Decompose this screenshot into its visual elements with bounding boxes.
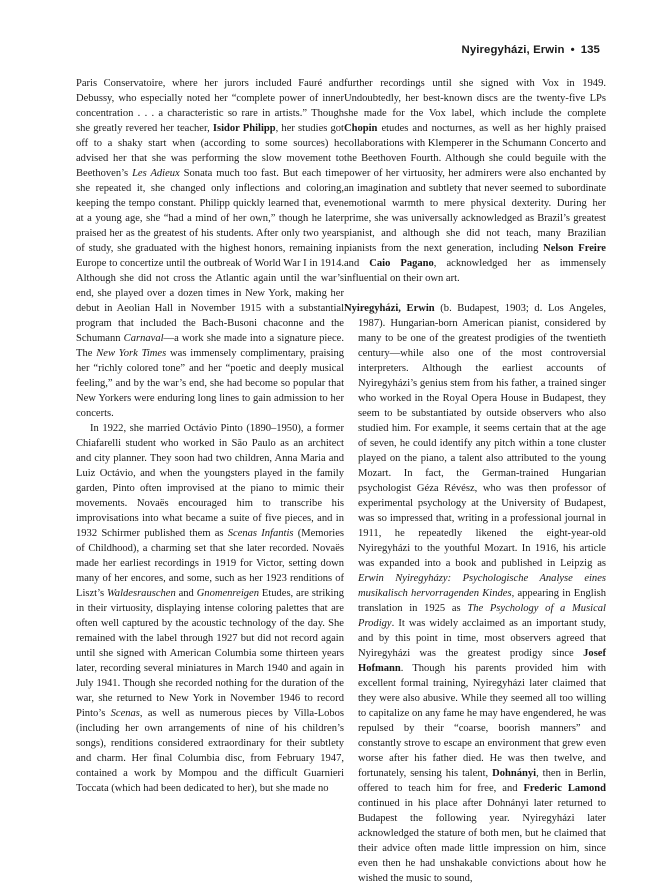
- paragraph-vox-recordings: [344, 76, 606, 286]
- running-head: [462, 44, 601, 56]
- bullet-separator: •: [570, 44, 575, 56]
- running-head-title: Nyiregyházi, Erwin: [461, 44, 565, 56]
- text-run: continued in his place after Dohnányi later returned to Budapest the following year. Nyiregyházi later acknowledged the stature of both men, but he claimed that their advice often made little impression on him, since even then he had unshakable convictions about how he wished the music to sound,: [358, 798, 606, 884]
- italic-title: Waldesrauschen: [106, 588, 176, 599]
- text-run: In 1922, she married Octávio Pinto (1890–1950), a former Chiafarelli student who worked in São Paulo as an architect and city planner. They soon had two children, Anna Maria and Luiz Octávio, and when the youngsters played in the family garden, Pinto often improvised at the piano to mimic their movements. Novaës encouraged him to transcribe his improvisations into what became a suite of five pieces, and in 1932 Schirmer published them as: [76, 423, 344, 539]
- bold-name: Nyiregyházi, Erwin: [344, 303, 435, 314]
- bold-name: Frederic Lamond: [523, 783, 606, 794]
- bold-name: Caio Pagano: [369, 258, 434, 269]
- text-run: Paris Conservatoire, where her jurors included Fauré and Debussy, who especially noted her “complete power of inner concentration . . . a characteristic so rare in artists.” Though she greatly revered her teacher,: [76, 78, 344, 134]
- italic-title: Les Adieux: [132, 168, 180, 179]
- text-run: etudes and nocturnes, as well as her highly praised collaborations with Klemperer in the Schumann Concerto and the Beethoven Fourth. Although she could beguile with the power of her virtuosity, her admirers were also enchanted by an imagination and subtlety that never seemed to subordinate emotional warmth to mere physical dexterity. During her prime, she was universally acknowledged as Brazil’s greatest pianist, and although she did not teach, many Brazilian pianists from the next generation, including: [344, 123, 606, 254]
- italic-title: Scenas Infantis: [227, 528, 294, 539]
- text-run: . Though his parents provided him with excellent formal training, Nyiregyházi later claimed that they were also abusive. While they seemed all too willing to capitalize on any fame he may have engendered, he was repulsed by their “coarse, boorish manners” and constantly strove to escape an environment that grew even worse after his father died. He was then twelve, and fortunately, sensing his talent,: [358, 663, 606, 779]
- bold-name: Nelson Freire: [543, 243, 606, 254]
- text-run: , acknowledged her as immensely influential on their own art.: [344, 258, 606, 284]
- text-run: (b. Budapest, 1903; d. Los Angeles, 1987). Hungarian-born American pianist, considered by many to be one of the greatest prodigies of the twentieth century—while also one of the most controversial interpreters. Although the earliest accounts of Nyiregyházi’s genius stem from his father, a trained singer who worked in the Royal Opera House in Budapest, they seem to be substantiated by outside observers who also studied him. For example, it seems certain that at the age of seven, he could identify any pitch within a tone cluster played on the piano, a talent also attributed to the young Mozart. In fact, the German-trained Hungarian psychologist Géza Révész, who was then professor of experimental psychology at the University of Budapest, was so impressed that, writing in a professional journal in 1911, he repeatedly likened the eight-year-old Nyiregyházi to the youthful Mozart. In 1916, his article was expanded into a book and published in Leipzig as: [358, 303, 606, 569]
- italic-title: Carnaval: [123, 333, 164, 344]
- text-run: , appearing in English translation in 1925 as: [358, 588, 607, 614]
- bold-name: Isidor Philipp: [212, 123, 276, 134]
- text-run: (Memories of Childhood), a charming set that she later recorded. Novaës made her earliest recordings in 1919 for Victor, setting down many of her encores, and some, such as her 1923 renditions of Liszt’s: [76, 528, 344, 599]
- page-number: 135: [580, 44, 600, 56]
- italic-title: The Psychology of a Musical Prodigy: [358, 603, 606, 629]
- italic-title: Gnomenreigen: [196, 588, 259, 599]
- bold-name: Josef Hofmann: [358, 648, 606, 674]
- entry-nyiregyhazi: [344, 301, 606, 886]
- italic-title: Erwin Nyiregyházy: Psychologische Analyse eines musikalisch hervorragenden Kindes: [358, 573, 606, 599]
- right-column: [344, 76, 606, 886]
- left-column: [76, 76, 344, 796]
- bold-name: Chopin: [344, 123, 378, 134]
- text-run: further recordings until she signed with Vox in 1949. Undoubtedly, her best-known discs are the twenty-five LPs she made for the Vox label, which include the complete: [344, 78, 606, 119]
- text-run: . It was widely acclaimed as an important study, and by this point in time, most observers agreed that Nyiregyházi was the greatest prodigy since: [358, 618, 606, 659]
- bold-name: Dohnányi: [492, 768, 537, 779]
- text-run: , then in Berlin, offered to teach him for free, and: [358, 768, 606, 794]
- text-run: Etudes, are striking in their virtuosity, displaying intense coloring palettes that are often well captured by the acoustic technology of the day. She remained with the label through 1927 but did not record again until she signed with American Columbia some thirteen years later, recording several miniatures in March 1940 and again in July 1941. Though she recorded nothing for the duration of the war, she returned to New York in November 1946 to record Pinto’s: [76, 588, 344, 719]
- italic-title: Scenas: [110, 708, 140, 719]
- italic-title: New York Times: [96, 348, 167, 359]
- text-run: was immensely complimentary, praising her “richly colored tone” and her “poetic and deeply musical feeling,” and by the war’s end, she had become so popular that New Yorkers were enduring long lines to gain admission to her concerts.: [76, 348, 344, 419]
- text-run: —a work she made into a signature piece. The: [76, 333, 344, 359]
- text-run: and: [344, 258, 370, 269]
- text-run: and: [175, 588, 197, 599]
- paragraph-marriage: [76, 421, 344, 796]
- text-run: , her studies got off to a shaky start when (according to some sources) he advised her that she was performing the slow movement to Beethoven’s: [76, 123, 344, 179]
- text-run: , as well as numerous pieces by Villa-Lobos (including her own arrangements of nine of his children’s songs), renditions considered extraordinary for their subtlety and charm. Her final Columbia disc, from February 1947, contained a work by Mompou and the difficult Guarnieri Toccata (which had been dedicated to her), but she made no: [76, 708, 344, 794]
- paragraph-continued: [76, 76, 344, 421]
- text-run: Sonata much too fast. But each time she repeated it, she changed only inflections and coloring, keeping the tempo constant. Philipp quickly learned that, even at a young age, she “had a mind of her own,” though he later praised her as the greatest of his students. After only two years of study, she graduated with the highest honors, remaining in Europe to concertize until the outbreak of World War I in 1914. Although she did not cross the Atlantic again until the war’s end, she played over a dozen times in New York, making her debut in Aeolian Hall in November 1915 with a substantial program that included the Bach-Busoni chaconne and the Schumann: [76, 168, 344, 344]
